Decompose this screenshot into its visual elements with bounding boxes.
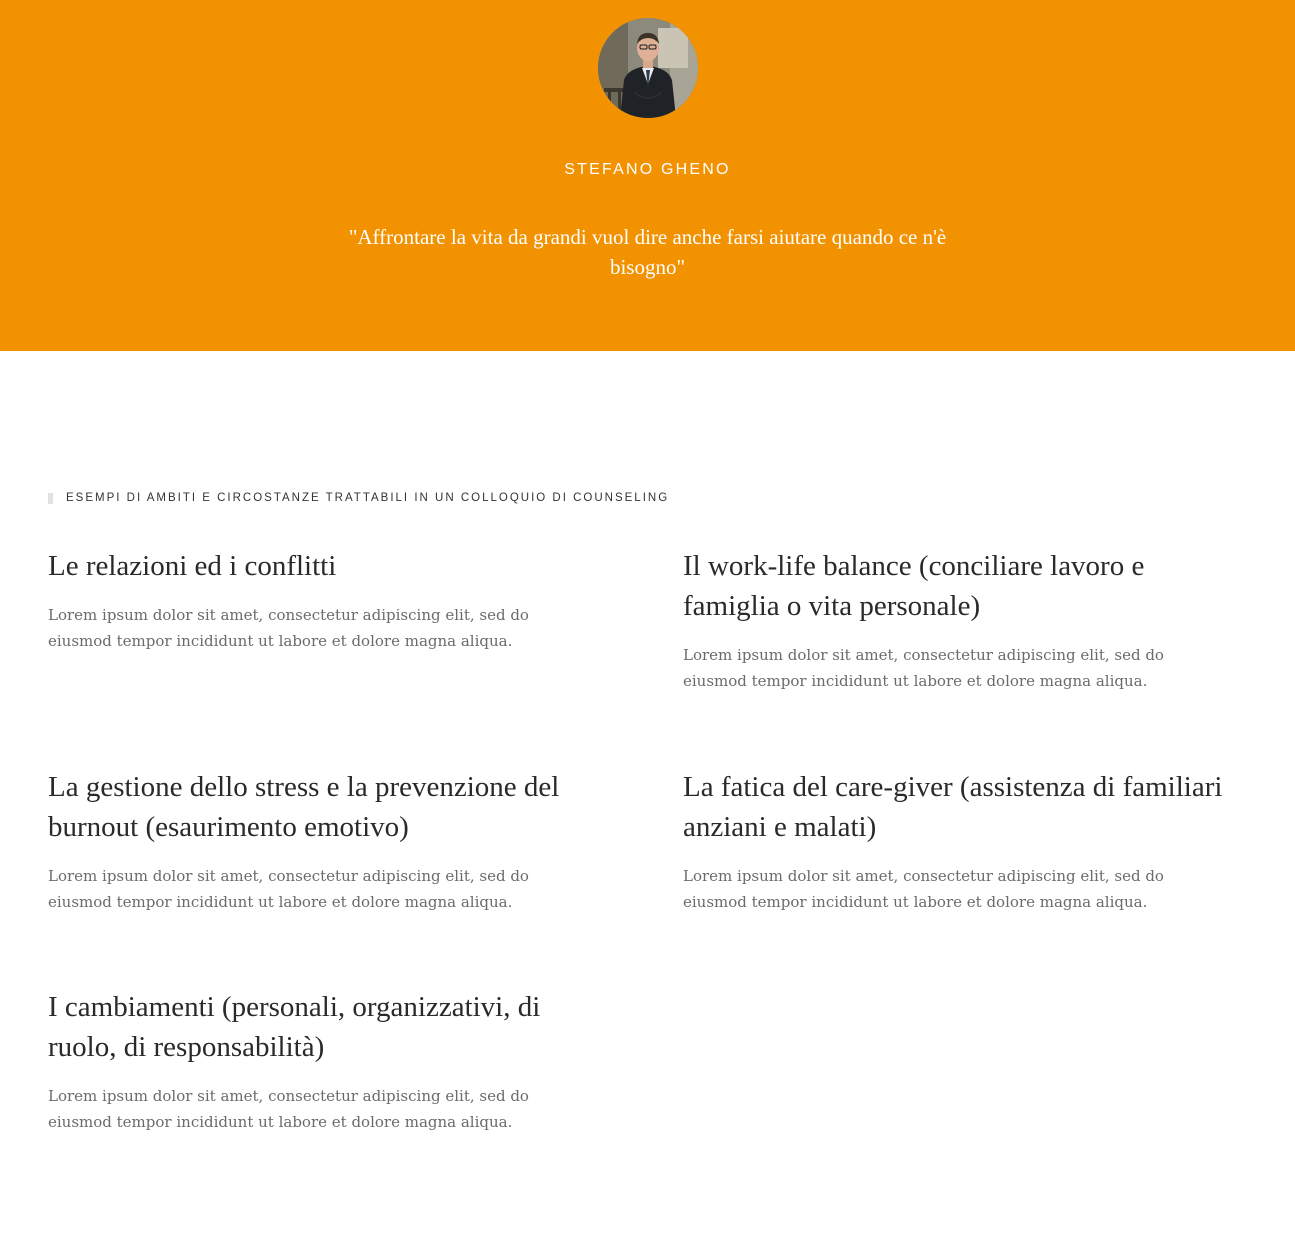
item-title: I cambiamenti (personali, organizzativi, di ruolo, di responsabilità)	[48, 991, 541, 1063]
list-item	[683, 767, 1243, 915]
section-label-text: ESEMPI DI AMBITI E CIRCOSTANZE TRATTABILI IN UN COLLOQUIO DI COUNSELING	[66, 492, 670, 504]
section-label	[48, 490, 669, 504]
hero-quote: "Affrontare la vita da grandi vuol dire anche farsi aiutare quando ce n'è bisogno"	[348, 225, 947, 279]
item-text: Lorem ipsum dolor sit amet, consectetur adipiscing elit, sed do eiusmod tempor incididunt ut labore et dolore magna aliqua.	[48, 1087, 529, 1131]
item-text: Lorem ipsum dolor sit amet, consectetur adipiscing elit, sed do eiusmod tempor incididunt ut labore et dolore magna aliqua.	[48, 606, 529, 650]
list-item	[683, 546, 1243, 694]
avatar	[598, 18, 698, 118]
label-marker	[48, 493, 53, 504]
person-portrait-icon	[598, 18, 698, 118]
list-item	[48, 767, 608, 915]
person-name: STEFANO GHENO	[564, 161, 731, 178]
item-text: Lorem ipsum dolor sit amet, consectetur adipiscing elit, sed do eiusmod tempor incididunt ut labore et dolore magna aliqua.	[683, 867, 1164, 911]
item-text: Lorem ipsum dolor sit amet, consectetur adipiscing elit, sed do eiusmod tempor incididunt ut labore et dolore magna aliqua.	[48, 867, 529, 911]
item-title: Il work-life balance (conciliare lavoro e famiglia o vita personale)	[683, 550, 1145, 622]
item-text: Lorem ipsum dolor sit amet, consectetur adipiscing elit, sed do eiusmod tempor incididunt ut labore et dolore magna aliqua.	[683, 646, 1164, 690]
list-item	[48, 987, 608, 1135]
item-title: La gestione dello stress e la prevenzione del burnout (esaurimento emotivo)	[48, 771, 560, 843]
list-item	[48, 546, 608, 654]
item-title: Le relazioni ed i conflitti	[48, 550, 337, 582]
item-title: La fatica del care-giver (assistenza di familiari anziani e malati)	[683, 771, 1223, 843]
hero-banner	[0, 0, 1295, 351]
